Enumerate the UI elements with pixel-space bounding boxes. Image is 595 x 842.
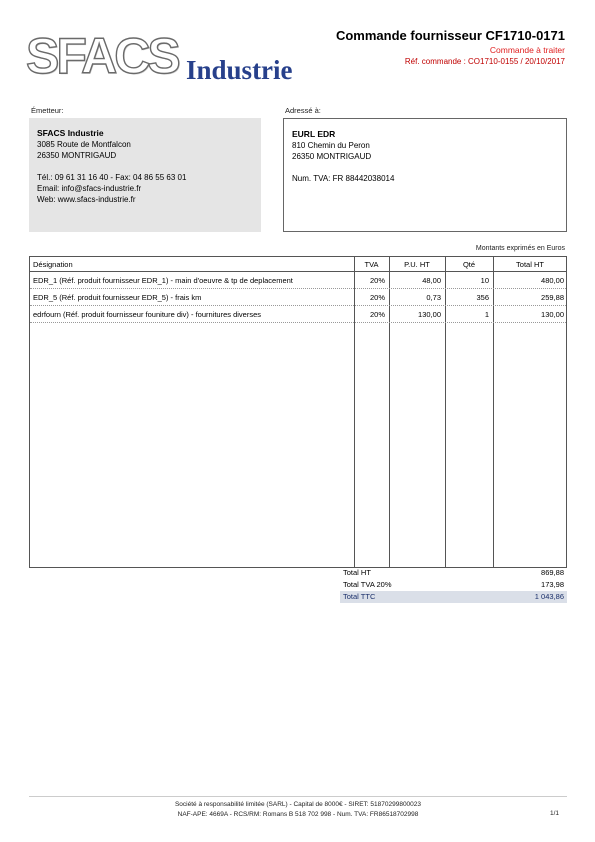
footer-line1: Société à responsabilité limitée (SARL) - Capital de 8000€ - SIRET: 51870299800023 — [174, 801, 422, 808]
row-quantity: 10 — [480, 276, 489, 285]
recipient-block — [283, 118, 567, 232]
header-total: Total HT — [516, 260, 544, 269]
header-unit-price: P.U. HT — [404, 260, 430, 269]
emitter-name: SFACS Industrie — [37, 128, 104, 138]
recipient-name: EURL EDR — [292, 129, 336, 139]
row-unit-price: 48,00 — [422, 276, 441, 285]
total-tva-row — [340, 579, 567, 591]
company-logo — [26, 30, 316, 86]
row-unit-price: 130,00 — [418, 310, 441, 319]
row-quantity: 356 — [476, 293, 489, 302]
recipient-address-line1: 810 Chemin du Peron — [292, 141, 370, 150]
total-ht-label: Total HT — [343, 568, 371, 577]
row-designation: EDR_1 (Réf. produit fournisseur EDR_1) - main d'oeuvre & tp de deplacement — [33, 276, 293, 285]
row-designation: edrfourn (Réf. produit fournisseur founiture div) - fournitures diverses — [33, 310, 262, 319]
emitter-web: Web: www.sfacs-industrie.fr — [37, 195, 136, 204]
legal-footer — [29, 800, 567, 820]
document-title: Commande fournisseur CF1710-0171 — [335, 28, 565, 43]
total-ttc-label: Total TTC — [343, 592, 376, 601]
recipient-label: Adressé à: — [285, 106, 321, 115]
logo-suffix-text: Industrie — [186, 55, 293, 85]
emitter-address-line1: 3085 Route de Montfalcon — [37, 140, 131, 149]
recipient-vat: Num. TVA: FR 88442038014 — [292, 174, 395, 183]
table-row — [30, 289, 566, 306]
table-row — [30, 272, 566, 289]
row-tva: 20% — [369, 276, 385, 285]
footer-line2: NAF-APE: 4669A - RCS/RM: Romans B 518 702 998 - Num. TVA: FR86518702998 — [177, 811, 419, 818]
emitter-phone: Tél.: 09 61 31 16 40 - Fax: 04 86 55 63 01 — [37, 173, 187, 182]
line-items-table — [29, 256, 567, 568]
footer-divider — [29, 796, 567, 797]
total-ttc-value: 1 043,86 — [534, 592, 564, 601]
row-total: 480,00 — [541, 276, 564, 285]
recipient-address-line2: 26350 MONTRIGAUD — [292, 152, 372, 161]
total-tva-value: 173,98 — [541, 580, 564, 589]
page-number: 1/1 — [549, 810, 559, 817]
total-ttc-row — [340, 591, 567, 603]
currency-note: Montants exprimés en Euros — [475, 245, 565, 252]
row-unit-price: 0,73 — [426, 293, 441, 302]
row-quantity: 1 — [484, 310, 489, 319]
emitter-label: Émetteur: — [31, 106, 64, 115]
row-tva: 20% — [369, 293, 385, 302]
total-ht-value: 869,88 — [541, 568, 564, 577]
total-tva-label: Total TVA 20% — [343, 580, 392, 589]
totals-block — [340, 567, 567, 603]
emitter-block — [29, 118, 261, 232]
total-ht-row — [340, 567, 567, 579]
row-tva: 20% — [369, 310, 385, 319]
row-total: 130,00 — [541, 310, 564, 319]
document-status: Commande à traiter — [489, 45, 565, 55]
row-designation: EDR_5 (Réf. produit fournisseur EDR_5) - frais km — [33, 293, 202, 302]
table-row — [30, 306, 566, 323]
header-designation: Désignation — [33, 260, 73, 269]
logo-brand-text: SFACS — [26, 28, 178, 84]
emitter-address-line2: 26350 MONTRIGAUD — [37, 151, 117, 160]
order-reference: Réf. commande : CO1710-0155 / 20/10/2017 — [404, 57, 565, 66]
row-total: 259,88 — [541, 293, 564, 302]
header-tva: TVA — [364, 260, 379, 269]
emitter-email: Email: info@sfacs-industrie.fr — [37, 184, 142, 193]
header-quantity: Qté — [462, 260, 476, 269]
